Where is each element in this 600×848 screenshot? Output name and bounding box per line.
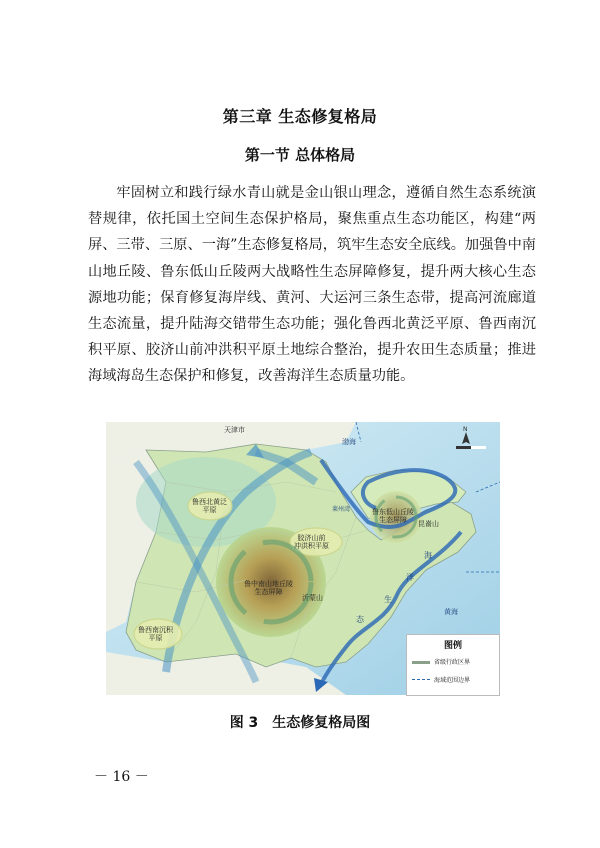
- map-legend: [406, 634, 500, 696]
- label-huanghai: 黄海: [444, 608, 458, 616]
- label-luzhong-line1: 鲁中南山地丘陵: [244, 580, 293, 588]
- legend-item-sea-boundary: [412, 675, 500, 685]
- label-tianjin: 天津市: [224, 426, 245, 434]
- label-lunorth-line1: 鲁西北黄泛: [192, 498, 227, 506]
- page-number: － 16 －: [94, 769, 149, 785]
- sea-char-2: 洋: [406, 573, 414, 582]
- label-kunyu: 昆嵛山: [418, 520, 439, 528]
- label-lusouth-line1: 鲁西南沉积: [138, 626, 173, 634]
- chapter-title: 第三章 生态修复格局: [222, 107, 378, 126]
- sea-char-4: 态: [356, 615, 364, 624]
- label-ludong-line2: 生态屏障: [379, 516, 407, 524]
- label-lunorth-plain: [192, 498, 227, 514]
- label-ludong-line1: 鲁东低山丘陵: [372, 508, 414, 516]
- label-ludong-barrier: [372, 508, 414, 524]
- legend-label-sea: 海域范围边界: [434, 677, 471, 684]
- legend-title: 图例: [443, 641, 462, 651]
- body-paragraph: 牢固树立和践行绿水青山就是金山银山理念，遵循自然生态系统演替规律，依托国土空间生态保护格局，聚焦重点生态功能区，构建“两屏、三带、三原、一海”生态修复格局，筑牢生态安全底线。加强鲁中南山地丘陵、鲁东低山丘陵两大战略性生态屏障修复，提升两大核心生态源地功能；保育修复海岸线、黄河、大运河三条生态带，提高河流廊道生态流量，提升陆海交错带生态功能；强化鲁西北黄泛平原、鲁西南沉积平原、胶济山前冲洪积平原土地综合整治，提升农田生态质量；推进海域海岛生态保护和修复，改善海洋生态质量功能。: [88, 185, 536, 385]
- figure-caption: 图 3 生态修复格局图: [229, 715, 371, 731]
- legend-swatch-solid: [412, 661, 430, 664]
- label-jiaoji-line2: 冲洪积平原: [294, 542, 329, 550]
- legend-swatch-dashed: [412, 679, 430, 680]
- label-bohai: 渤海: [342, 438, 356, 446]
- legend-item-province-boundary: [412, 657, 500, 667]
- label-jiaoji-line1: 胶济山前: [297, 534, 326, 542]
- ecological-restoration-map: [106, 422, 500, 695]
- sea-char-3: 生: [384, 595, 392, 604]
- label-luzhong-barrier: [244, 580, 293, 596]
- section-title: 第一节 总体格局: [244, 146, 356, 164]
- legend-label-province: 省级行政区界: [434, 659, 471, 666]
- label-lusouth-line2: 平原: [148, 634, 163, 642]
- svg-text:N: N: [463, 426, 468, 433]
- label-lusouth-plain: [138, 626, 173, 642]
- label-yimeng: 沂蒙山: [302, 594, 323, 602]
- label-luzhong-line2: 生态屏障: [254, 588, 283, 596]
- label-lunorth-line2: 平原: [202, 506, 217, 514]
- sea-char-1: 海: [424, 551, 432, 560]
- label-laizhou-bay: 莱州湾: [332, 506, 351, 513]
- label-jiaoji-plain: [294, 534, 329, 550]
